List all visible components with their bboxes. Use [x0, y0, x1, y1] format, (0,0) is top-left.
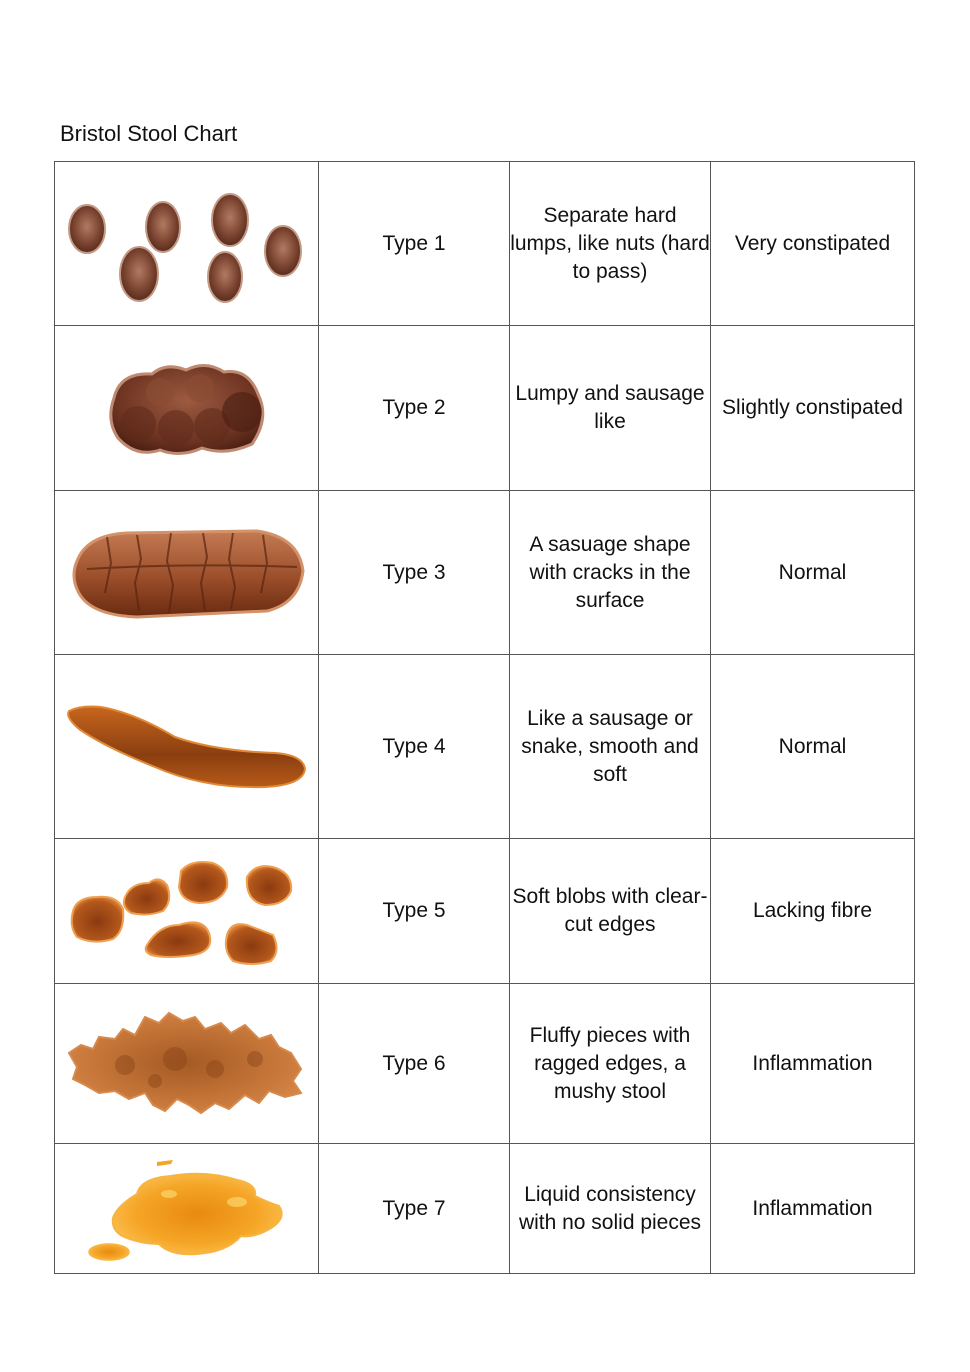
type-meaning: Very constipated	[711, 162, 915, 326]
type-description: Fluffy pieces with ragged edges, a mushy stool	[510, 984, 711, 1144]
table-row	[55, 984, 915, 1144]
type-label: Type 4	[319, 655, 510, 839]
table-row	[55, 655, 915, 839]
type-description: Soft blobs with clear-cut edges	[510, 839, 711, 984]
stool-image-cell	[55, 655, 319, 839]
stool-image-cell	[55, 491, 319, 655]
lumpy-sausage-icon	[102, 358, 272, 458]
type-meaning: Normal	[711, 491, 915, 655]
table-row	[55, 1144, 915, 1274]
liquid-puddle-icon	[87, 1154, 287, 1264]
stool-image-cell	[55, 839, 319, 984]
fluffy-pieces-icon	[65, 1009, 309, 1119]
type-label: Type 5	[319, 839, 510, 984]
stool-chart-table	[54, 161, 915, 1274]
stool-image-cell	[55, 1144, 319, 1274]
table-row	[55, 326, 915, 491]
separate-hard-lumps-icon	[67, 179, 307, 309]
stool-image-cell	[55, 984, 319, 1144]
cracked-sausage-icon	[67, 523, 307, 623]
table-row	[55, 491, 915, 655]
type-label: Type 6	[319, 984, 510, 1144]
type-meaning: Inflammation	[711, 984, 915, 1144]
table-row	[55, 162, 915, 326]
table-row	[55, 839, 915, 984]
type-meaning: Lacking fibre	[711, 839, 915, 984]
type-meaning: Slightly constipated	[711, 326, 915, 491]
type-description: A sasuage shape with cracks in the surface	[510, 491, 711, 655]
soft-blobs-icon	[67, 851, 307, 971]
smooth-sausage-icon	[65, 697, 309, 797]
type-label: Type 3	[319, 491, 510, 655]
stool-image-cell	[55, 162, 319, 326]
type-label: Type 2	[319, 326, 510, 491]
page-title: Bristol Stool Chart	[60, 121, 238, 146]
type-label: Type 7	[319, 1144, 510, 1274]
type-meaning: Inflammation	[711, 1144, 915, 1274]
stool-image-cell	[55, 326, 319, 491]
type-description: Lumpy and sausage like	[510, 326, 711, 491]
type-description: Separate hard lumps, like nuts (hard to pass)	[510, 162, 711, 326]
type-meaning: Normal	[711, 655, 915, 839]
type-description: Liquid consistency with no solid pieces	[510, 1144, 711, 1274]
type-description: Like a sausage or snake, smooth and soft	[510, 655, 711, 839]
type-label: Type 1	[319, 162, 510, 326]
